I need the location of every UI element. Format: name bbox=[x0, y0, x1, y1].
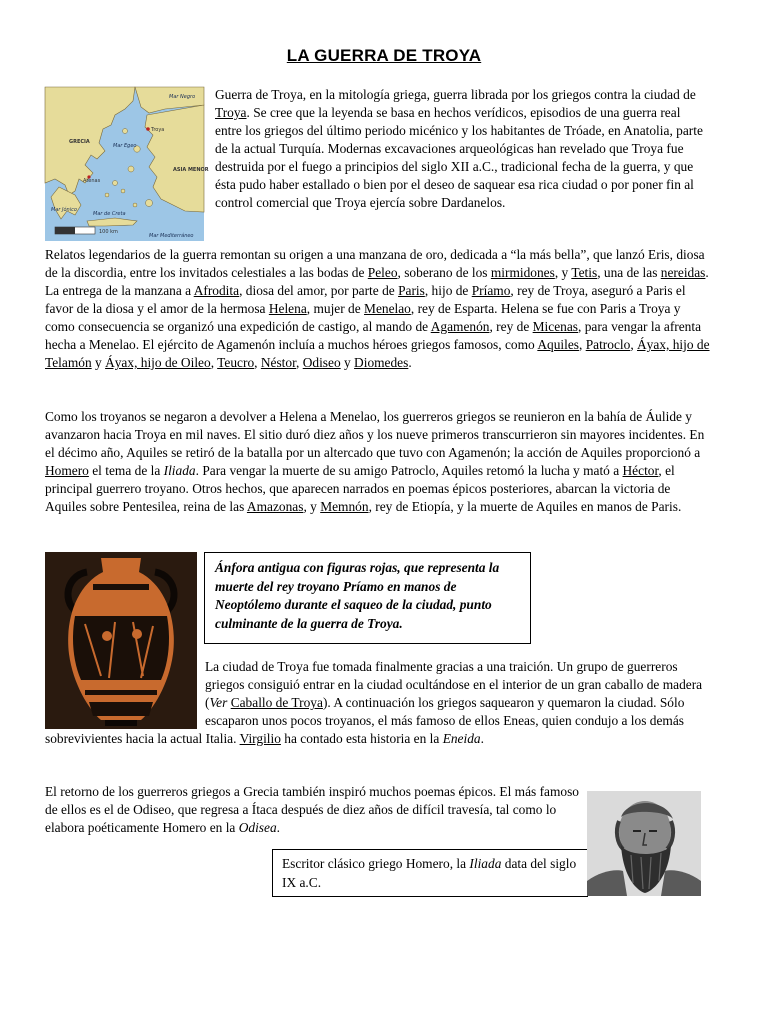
text-segment: , y bbox=[554, 265, 572, 280]
link-text[interactable]: Áyax, hijo de Telamón bbox=[45, 337, 710, 370]
link-text[interactable]: Paris bbox=[398, 283, 425, 298]
link-text[interactable]: Néstor bbox=[260, 355, 297, 370]
text-segment: , rey de bbox=[489, 319, 533, 334]
text-segment: La ciudad de Troya fue tomada finalmente gracias a una traición. Un grupo de guerreros griegos consiguió entrar en la ciudad ocultándose en el interior de un gran caballo de madera ( bbox=[205, 659, 703, 710]
text-segment: , bbox=[630, 337, 638, 352]
italic-text: Odisea bbox=[238, 820, 277, 835]
link-text[interactable]: Memnón bbox=[320, 499, 369, 514]
text-segment: , rey de Etiopía, y la muerte de Aquiles en manos de Paris. bbox=[368, 499, 682, 514]
text-segment: , diosa del amor, por parte de bbox=[239, 283, 399, 298]
italic-text: Ver bbox=[209, 695, 228, 710]
paragraph-origins bbox=[45, 246, 710, 372]
link-text[interactable]: Troya bbox=[215, 105, 247, 120]
amphora-caption-box bbox=[204, 552, 531, 644]
map-image bbox=[45, 87, 209, 241]
link-text[interactable]: Caballo de Troya bbox=[230, 695, 323, 710]
text-segment: El retorno de los guerreros griegos a Grecia también inspiró muchos poemas épicos. El más famoso de ellos es el de Odiseo, que regresa a Ítaca después de diez años de difícil travesía, tal como lo elabora poéticamente Homero en la bbox=[45, 784, 579, 835]
link-text[interactable]: mirmidones bbox=[490, 265, 555, 280]
link-text[interactable]: nereidas bbox=[660, 265, 706, 280]
paragraph-fall bbox=[45, 658, 710, 748]
text-segment: . bbox=[408, 355, 412, 370]
text-segment: , mujer de bbox=[306, 301, 365, 316]
page-title: LA GUERRA DE TROYA bbox=[286, 46, 482, 65]
text-segment: Guerra de Troya, en la mitología griega, guerra librada por los griegos contra la ciudad de bbox=[215, 87, 696, 102]
paragraph-siege bbox=[45, 408, 710, 516]
link-text[interactable]: Príamo bbox=[471, 283, 511, 298]
text-segment: , rey de Esparta. Helena se fue con Paris a Troya y como consecuencia se organizó una expedición de castigo, al mando de bbox=[45, 301, 681, 334]
link-text[interactable]: Diomedes bbox=[354, 355, 409, 370]
text-segment: Escritor clásico griego Homero, la bbox=[282, 856, 470, 871]
text-segment: , hijo de bbox=[424, 283, 472, 298]
paragraph-return bbox=[45, 783, 580, 837]
link-text[interactable]: Micenas bbox=[532, 319, 578, 334]
link-text[interactable]: Aquiles bbox=[537, 337, 579, 352]
homer-caption-box bbox=[272, 849, 588, 897]
text-segment: . bbox=[276, 820, 280, 835]
link-text[interactable]: Teucro bbox=[217, 355, 255, 370]
amphora-caption: Ánfora antigua con figuras rojas, que representa la muerte del rey troyano Príamo en manos de Neoptólemo durante el saqueo de la ciudad, punto culminante de la guerra de Troya. bbox=[215, 560, 500, 631]
text-segment: ha contado esta historia en la bbox=[280, 731, 443, 746]
text-segment: . Se cree que la leyenda se basa en hechos verídicos, episodios de una guerra real entre los griegos del último periodo micénico y los habitantes de Tróade, en Anatolia, parte de la actual Turquía. Modernas excavaciones arqueológicas han revelado que Troya fue destruida por el fuego a principios del siglo XII a.C., tradicional fecha de la guerra, y que ésta pudo haber estallado o bien por el deseo de saquear esa rica ciudad o por poner fin al control comercial que Troya ejercía sobre Dardanelos. bbox=[215, 105, 703, 210]
text-segment: data del siglo IX a.C. bbox=[282, 856, 577, 890]
text-segment: Como los troyanos se negaron a devolver a Helena a Menelao, los guerreros griegos se reunieron en la bahía de Áulide y avanzaron hacia Troya en mil naves. El sitio duró diez años y los nueve primeros transcurrieron sin mayores incidentes. En el décimo año, Aquiles se retiró de la batalla por un altercado que tuvo con Agamenón; la acción de Aquiles proporcionó a bbox=[45, 409, 705, 460]
link-text[interactable]: Menelao bbox=[364, 301, 411, 316]
map-label: ASIA MENOR bbox=[173, 167, 209, 173]
link-text[interactable]: Odiseo bbox=[302, 355, 341, 370]
link-text[interactable]: Tetis bbox=[571, 265, 598, 280]
link-text[interactable]: Agamenón bbox=[430, 319, 490, 334]
map-label: Mar Jónico bbox=[51, 207, 77, 213]
link-text[interactable]: Afrodita bbox=[193, 283, 240, 298]
text-segment: . bbox=[480, 731, 484, 746]
text-segment: , y bbox=[303, 499, 321, 514]
link-text[interactable]: Helena bbox=[268, 301, 307, 316]
homer-caption bbox=[282, 854, 578, 892]
text-segment: ). A continuación los griegos saquearon y quemaron la ciudad. Sólo escaparon unos pocos troyanos, el más famoso de ellos Eneas, quien condujo a los demás sobrevivientes hacia la actual Italia. bbox=[45, 695, 685, 746]
map-label: Mar Egeo bbox=[113, 143, 137, 149]
link-text[interactable]: Áyax, hijo de Oileo bbox=[105, 355, 211, 370]
text-segment: , bbox=[296, 355, 303, 370]
map-scale-label: 100 km bbox=[99, 229, 118, 235]
text-segment: , una de las bbox=[597, 265, 661, 280]
text-segment: el tema de la bbox=[88, 463, 164, 478]
text-segment: . Para vengar la muerte de su amigo Patroclo, Aquiles retomó la lucha y mató a bbox=[195, 463, 623, 478]
text-segment: , soberano de los bbox=[397, 265, 491, 280]
map-label: Mar Negro bbox=[169, 94, 196, 100]
text-segment: y bbox=[340, 355, 355, 370]
link-text[interactable]: Patroclo bbox=[585, 337, 631, 352]
map-label: Mar de Creta bbox=[93, 211, 126, 217]
link-text[interactable]: Virgilio bbox=[239, 731, 281, 746]
link-text[interactable]: Peleo bbox=[367, 265, 398, 280]
text-segment: Relatos legendarios de la guerra remontan su origen a una manzana de oro, dedicada a “la más bella”, que lanzó Eris, diosa de la discordia, entre los invitados celestiales a las bodas de bbox=[45, 247, 705, 280]
text-segment: , el principal guerrero troyano. Otros hechos, que aparecen narrados en poemas épicos posteriores, abarcan la victoria de Aquiles sobre Pentesilea, reina de las bbox=[45, 463, 675, 514]
italic-text: Eneida bbox=[442, 731, 481, 746]
italic-text: Iliada bbox=[163, 463, 196, 478]
wrap-spacer bbox=[45, 658, 205, 730]
link-text[interactable]: Homero bbox=[45, 463, 89, 478]
text-segment: , rey de Troya, aseguró a Paris el favor de la diosa y el amor de la hermosa bbox=[45, 283, 686, 316]
map-label: Atenas bbox=[83, 178, 101, 184]
homer-portrait-image bbox=[587, 791, 701, 896]
text-segment: , bbox=[578, 337, 586, 352]
italic-text: Iliada bbox=[469, 856, 502, 871]
text-segment: . La entrega de la manzana a bbox=[45, 265, 709, 298]
text-segment: , bbox=[210, 355, 218, 370]
greece-map bbox=[45, 87, 209, 241]
text-segment: y bbox=[91, 355, 106, 370]
map-label: GRECIA bbox=[69, 139, 90, 145]
map-label: Troya bbox=[151, 127, 165, 133]
text-segment: , bbox=[254, 355, 261, 370]
intro-paragraph bbox=[215, 86, 708, 212]
map-label: Mar Mediterráneo bbox=[149, 233, 194, 239]
text-segment: , para vengar la afrenta hecha a Menelao. El ejército de Agamenón incluía a muchos héroes griegos famosos, como bbox=[45, 319, 702, 352]
link-text[interactable]: Héctor bbox=[622, 463, 659, 478]
link-text[interactable]: Amazonas bbox=[246, 499, 304, 514]
